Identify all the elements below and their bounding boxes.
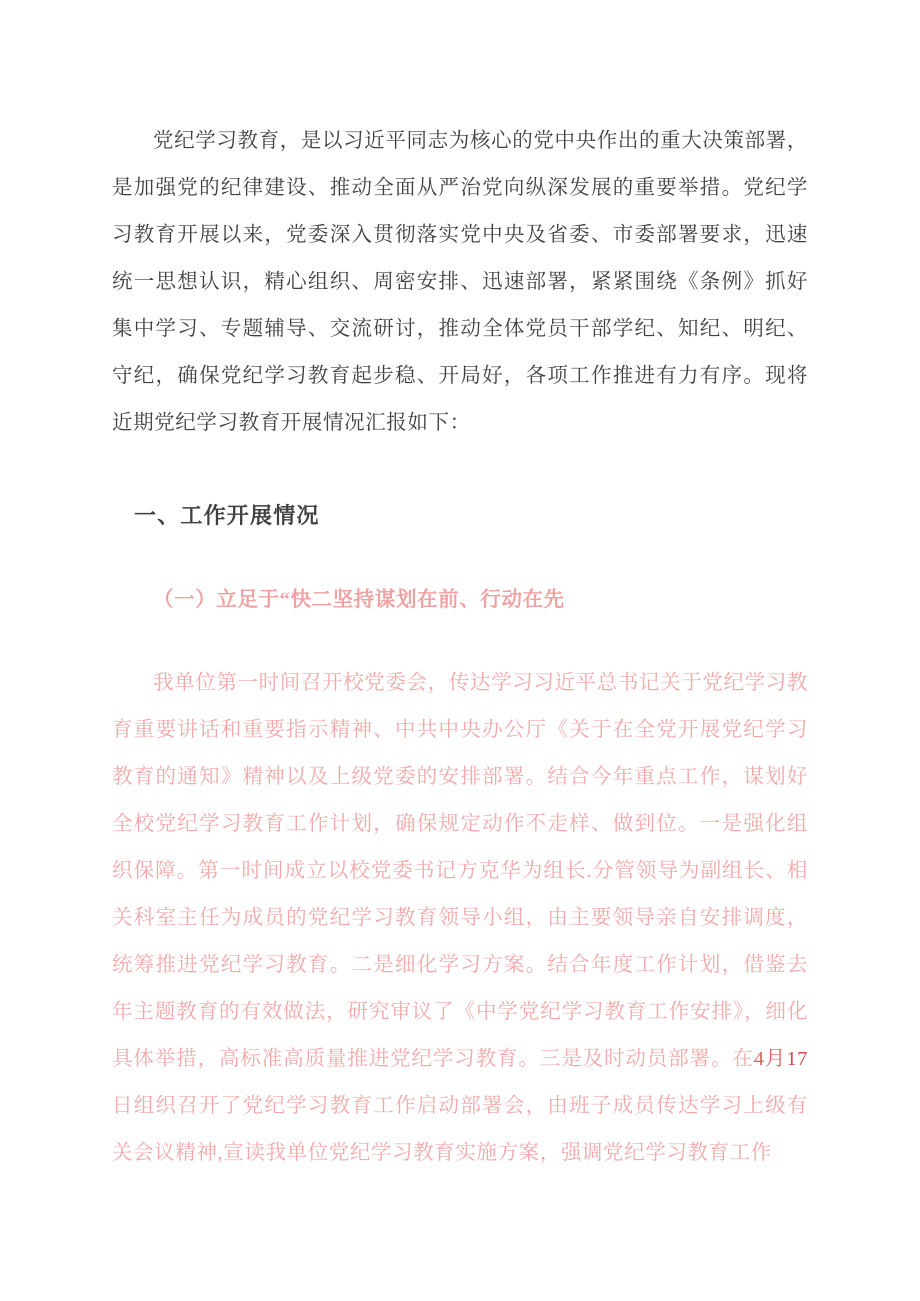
faded-body-paragraph	[112, 638, 808, 1177]
faded-paragraph-emphasis-day: 17	[786, 1048, 809, 1070]
intro-paragraph: 党纪学习教育，是以习近平同志为核心的党中央作出的重大决策部署，是加强党的纪律建设、推动全面从严治党向纵深发展的重要举措。党纪学习教育开展以来，党委深入贯彻落实党中央及省委、市委部署要求，迅速统一思想认识，精心组织、周密安排、迅速部署，紧紧围绕《条例》抓好集中学习、专题辅导、交流研讨，推动全体党员干部学纪、知纪、明纪、守纪，确保党纪学习教育起步稳、开局好，各项工作推进有力有序。现将近期党纪学习教育开展情况汇报如下：	[112, 130, 808, 434]
document-body	[112, 118, 808, 1177]
faded-paragraph-segment-2: 日组织召开了党纪学习教育工作启动部署会，由班子成员传达学习上级有关会议精神,宣读我单位党纪学习教育实施方案，强调党纪学习教育工作	[112, 1095, 808, 1164]
faded-paragraph-emphasis-month: 4月	[753, 1048, 787, 1070]
subsection-heading-plan-ahead: （一）立足于“快二坚持谋划在前、行动在先	[153, 589, 565, 611]
section-heading-work-progress: 一、工作开展情况	[134, 503, 320, 528]
faded-paragraph-segment-1: 我单位第一时间召开校党委会，传达学习习近平总书记关于党纪学习教育重要讲话和重要指示精神、中共中央办公厅《关于在全党开展党纪学习教育的通知》精神以及上级党委的安排部署。结合今年重点工作，谋划好全校党纪学习教育工作计划，确保规定动作不走样、做到位。一是强化组织保障。第一时间成立以校党委书记方克华为组长.分管领导为副组长、相关科室主任为成员的党纪学习教育领导小组，由主要领导亲自安排调度，统筹推进党纪学习教育。二是细化学习方案。结合年度工作计划，借鉴去年主题教育的有效做法，研究审议了《中学党纪学习教育工作安排》，细化具体举措，高标准高质量推进党纪学习教育。三是及时动员部署。在	[112, 672, 808, 1070]
